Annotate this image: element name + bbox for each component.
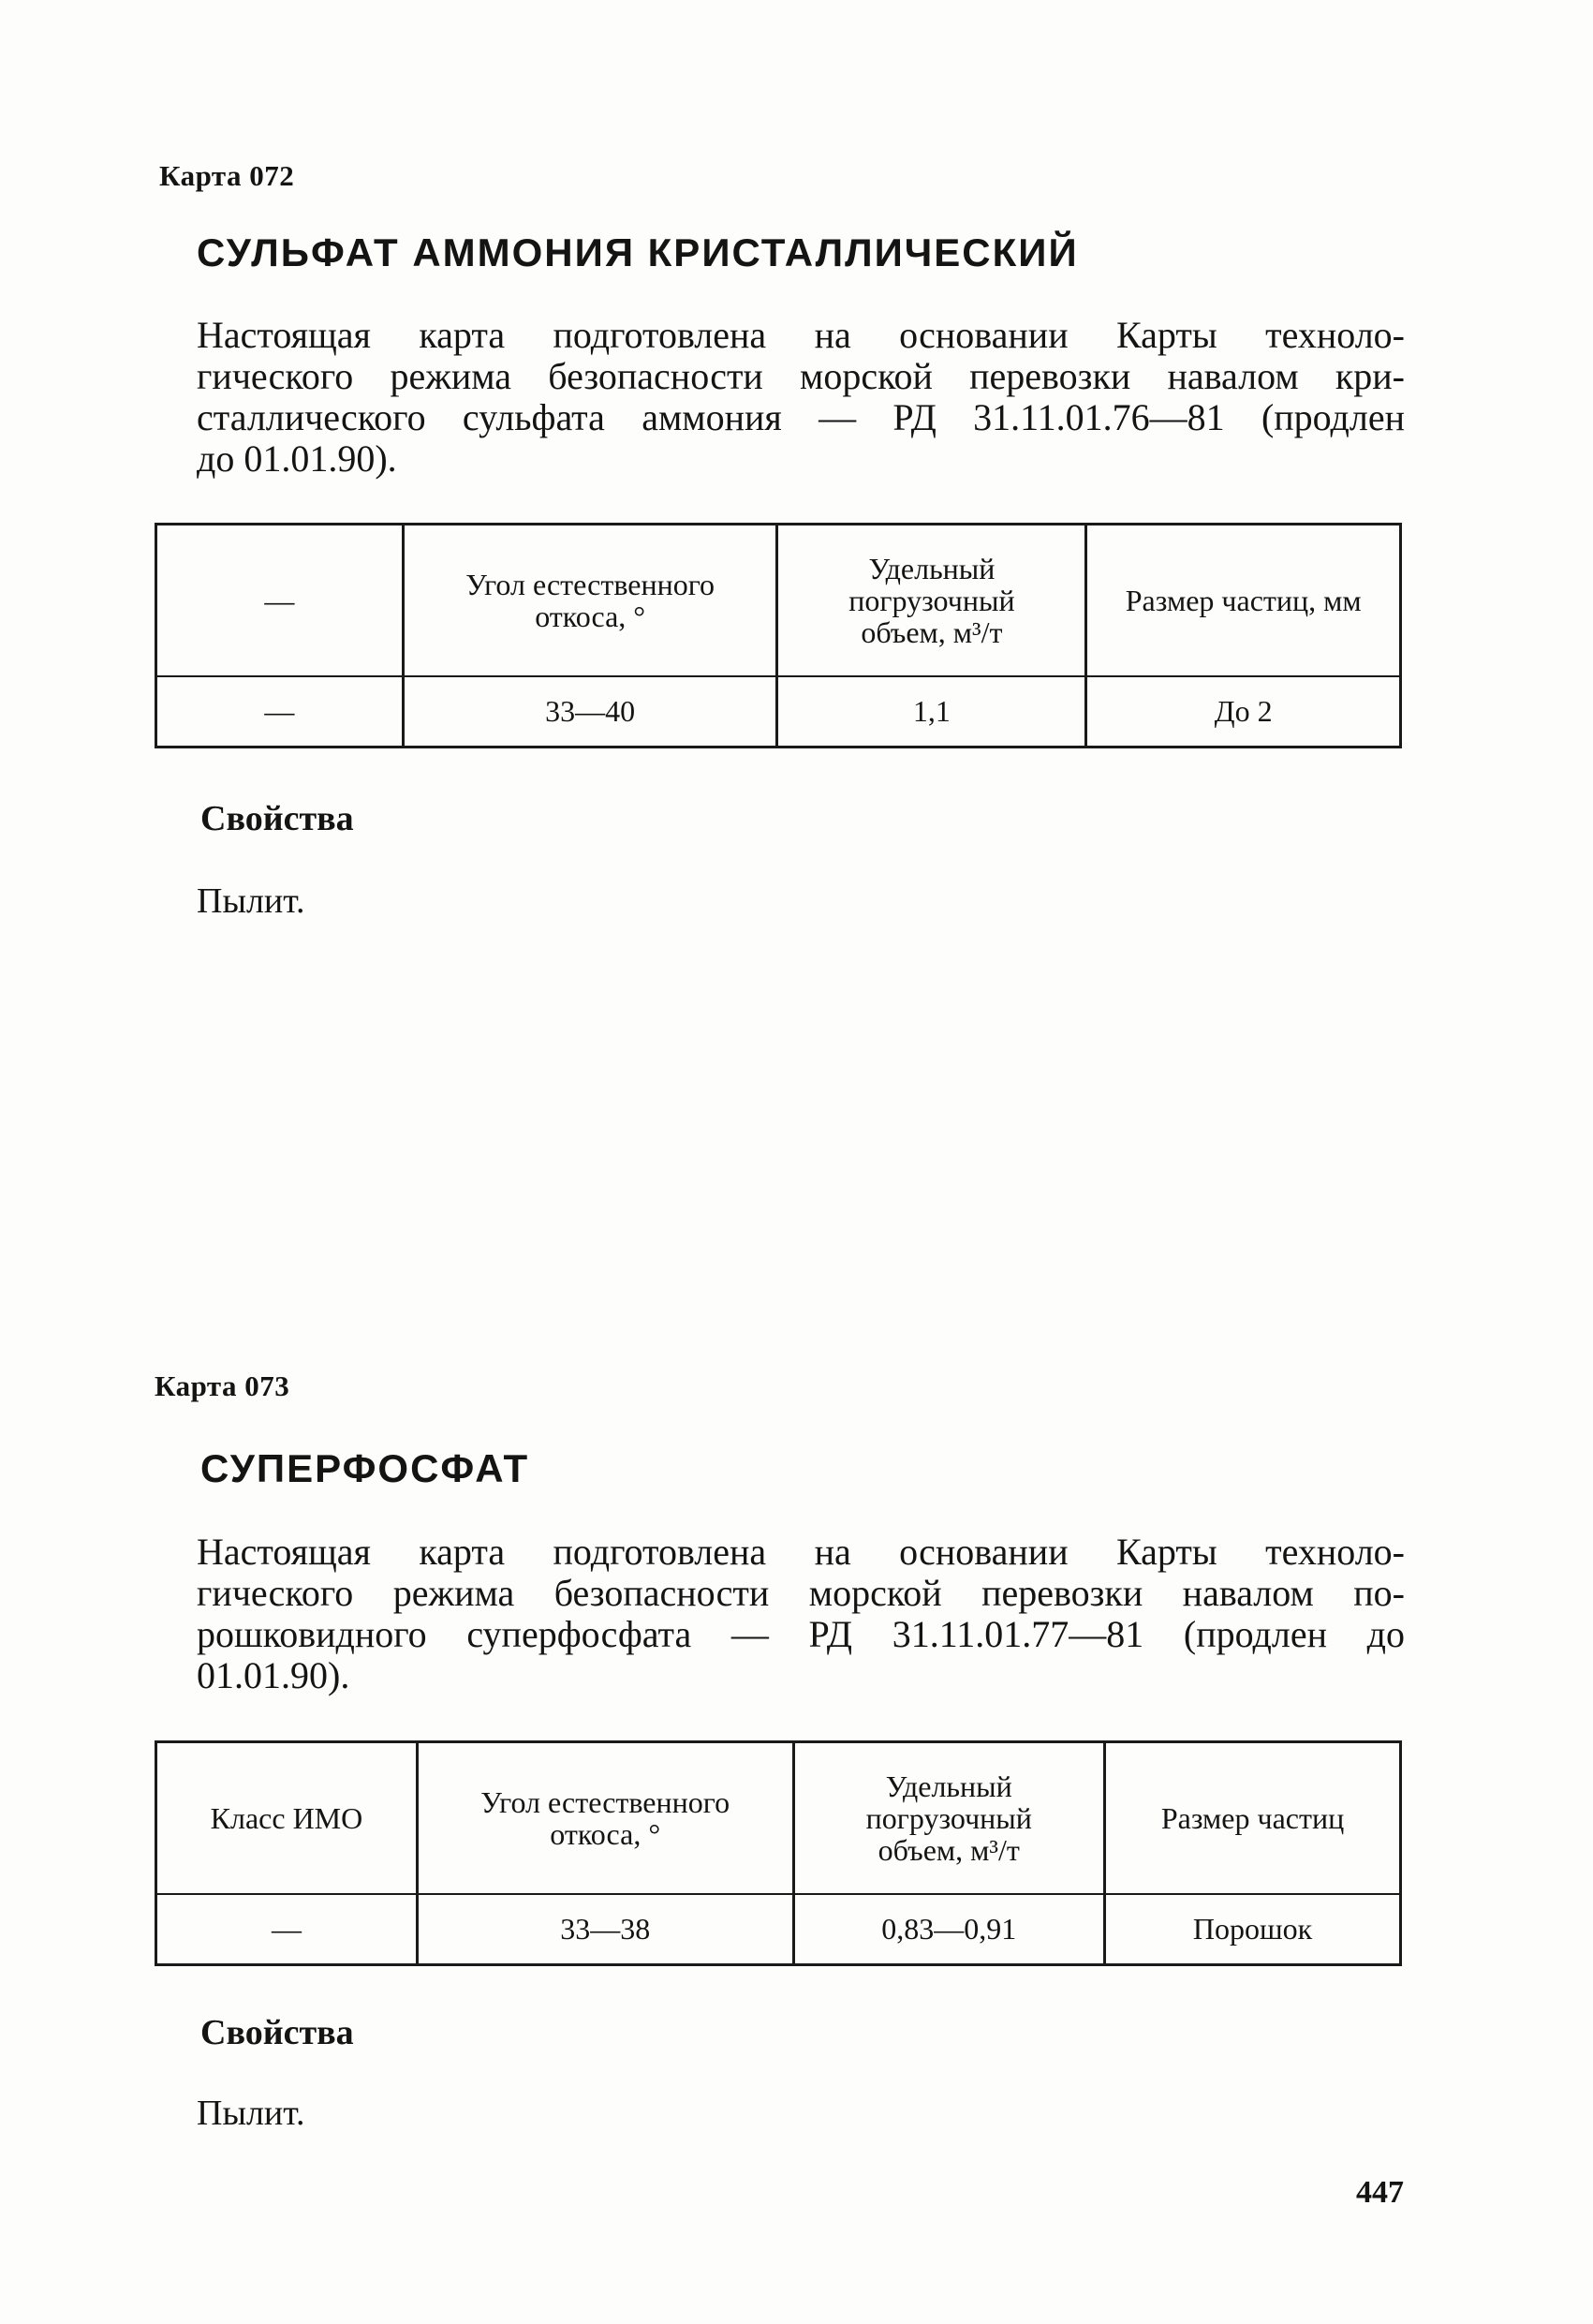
properties-table-072 — [155, 523, 1402, 748]
table-header-row — [156, 525, 1401, 676]
table-cell: 33—40 — [403, 676, 777, 748]
paragraph-line: Настоящая карта подготовлена на основании Карты техноло- — [197, 1531, 1405, 1573]
table-header-cell: Размер частиц — [1105, 1742, 1401, 1894]
paragraph-line: 01.01.90). — [197, 1654, 350, 1696]
table-header-cell: — — [156, 525, 404, 676]
table-cell: 0,83—0,91 — [793, 1894, 1105, 1965]
table-header-cell — [1086, 525, 1401, 676]
properties-text-072: Пылит. — [197, 881, 305, 921]
table-row — [156, 1894, 1401, 1965]
table-header-row — [156, 1742, 1401, 1894]
header-particle-size: Размер частиц, мм — [1125, 583, 1362, 617]
paragraph-line: сталлического сульфата аммония — РД 31.11.01.76—81 (продлен — [197, 396, 1405, 438]
card-title-072: СУЛЬФАТ АММОНИЯ КРИСТАЛЛИЧЕСКИЙ — [197, 230, 1079, 274]
table-row — [156, 676, 1401, 748]
table-header-cell — [793, 1742, 1105, 1894]
table-cell: 33—38 — [417, 1894, 793, 1965]
header-angle-of-repose: Угол естественного откоса, ° — [465, 567, 715, 633]
properties-heading-073: Свойства — [200, 2013, 354, 2052]
table-cell: — — [264, 694, 295, 729]
paragraph-line: до 01.01.90). — [197, 437, 397, 480]
paragraph-line: рошковидного суперфосфата — РД 31.11.01.77—81 (продлен до — [197, 1613, 1405, 1655]
card-label-072: Карта 072 — [159, 159, 295, 192]
header-angle-of-repose: Угол естественного откоса, ° — [480, 1784, 730, 1851]
properties-heading-072: Свойства — [200, 799, 354, 838]
table-cell: До 2 — [1086, 676, 1401, 748]
paragraph-line: гического режима безопасности морской перевозки навалом кри- — [197, 355, 1405, 397]
header-stowage-factor: Удельный погрузочный объем, м³/т — [865, 1769, 1032, 1867]
properties-text-073: Пылит. — [197, 2094, 305, 2133]
table-cell: Порошок — [1105, 1894, 1401, 1965]
table-header-cell: Класс ИМО — [156, 1742, 418, 1894]
properties-table-073 — [155, 1740, 1402, 1966]
paragraph-line: Настоящая карта подготовлена на основании Карты техноло- — [197, 314, 1405, 356]
card-title-073: СУПЕРФОСФАТ — [200, 1446, 530, 1490]
table-header-cell — [417, 1742, 793, 1894]
table-cell: 1,1 — [777, 676, 1086, 748]
table-cell: — — [271, 1912, 302, 1947]
header-stowage-factor: Удельный погрузочный объем, м³/т — [848, 551, 1015, 649]
table-header-cell — [777, 525, 1086, 676]
page-number: 447 — [1356, 2175, 1404, 2210]
paragraph-line: гического режима безопасности морской перевозки навалом по- — [197, 1572, 1405, 1614]
card-label-073: Карта 073 — [155, 1369, 290, 1402]
table-header-cell — [403, 525, 777, 676]
card-description-073 — [197, 1532, 1405, 1696]
card-description-072 — [197, 315, 1405, 480]
